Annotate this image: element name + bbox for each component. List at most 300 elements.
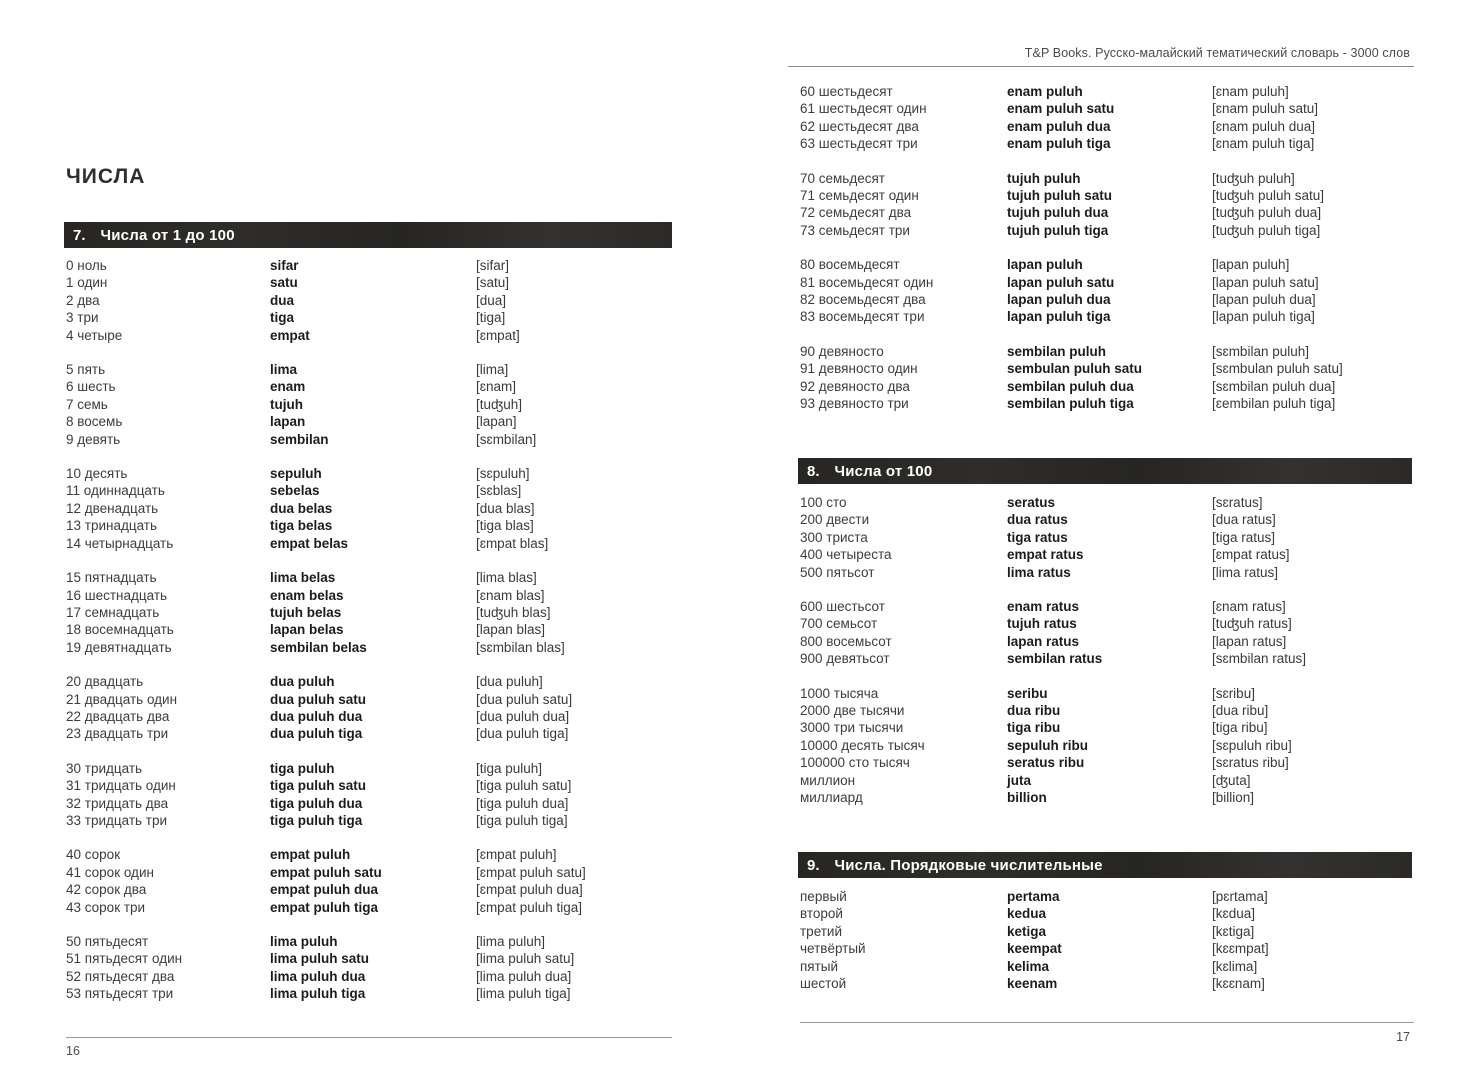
entry-malay: dua puluh satu bbox=[270, 691, 366, 707]
entry-malay: lapan bbox=[270, 414, 306, 430]
entry-malay: dua belas bbox=[270, 500, 333, 516]
entry-phonetic: [ɛnam puluh] bbox=[1212, 84, 1289, 99]
entry-row bbox=[66, 864, 672, 881]
entry-russian: 33 тридцать три bbox=[66, 812, 168, 828]
entry-malay: sembilan puluh tiga bbox=[1007, 396, 1134, 412]
entry-malay: lapan puluh tiga bbox=[1007, 309, 1111, 325]
entry-row bbox=[66, 777, 672, 794]
entry-russian: 900 девятьсот bbox=[800, 651, 890, 667]
entry-phonetic: [tiga] bbox=[476, 310, 506, 326]
entry-malay: tujuh ratus bbox=[1007, 616, 1077, 632]
entry-russian: 21 двадцать один bbox=[66, 691, 178, 707]
entry-malay: lapan belas bbox=[270, 622, 344, 638]
entry-malay: dua puluh dua bbox=[270, 708, 363, 724]
entry-russian: 17 семнадцать bbox=[66, 604, 160, 620]
entry-russian: 13 тринадцать bbox=[66, 518, 157, 534]
entry-malay: lima puluh dua bbox=[270, 968, 366, 984]
entry-row bbox=[66, 968, 672, 985]
section-number: 8. bbox=[807, 462, 820, 480]
entry-russian: третий bbox=[800, 923, 843, 939]
entry-malay: enam puluh dua bbox=[1007, 118, 1111, 134]
section-7-header bbox=[64, 222, 672, 248]
entry-russian: 0 ноль bbox=[66, 258, 107, 273]
entry-malay: lima belas bbox=[270, 570, 336, 586]
entry-phonetic: [lima blas] bbox=[476, 570, 537, 586]
page-number: 17 bbox=[1396, 1030, 1410, 1044]
entry-phonetic: [lapan puluh satu] bbox=[1212, 274, 1319, 290]
entry-group bbox=[66, 673, 672, 743]
entry-phonetic: [pɛrtama] bbox=[1212, 889, 1268, 904]
footer-divider bbox=[800, 1022, 1414, 1023]
entry-row bbox=[66, 812, 672, 829]
entry-phonetic: [sɛpuluh ribu] bbox=[1212, 737, 1292, 753]
entry-phonetic: [sifar] bbox=[476, 258, 510, 273]
entry-russian: 200 двести bbox=[800, 512, 870, 528]
entry-russian: 82 восемьдесят два bbox=[800, 292, 926, 308]
entry-malay: tujuh puluh tiga bbox=[1007, 222, 1109, 238]
entry-russian: шестой bbox=[800, 976, 847, 992]
entry-row bbox=[66, 482, 672, 499]
entry-malay: empat ratus bbox=[1007, 547, 1084, 563]
entry-row bbox=[800, 204, 1412, 221]
entry-phonetic: [kɛɛmpat] bbox=[1212, 941, 1269, 957]
entry-phonetic: [tiga puluh] bbox=[476, 760, 543, 776]
entry-malay: sifar bbox=[270, 258, 299, 273]
entry-malay: kedua bbox=[1007, 906, 1047, 922]
entry-malay: lima puluh tiga bbox=[270, 986, 366, 1002]
entry-row bbox=[800, 135, 1412, 152]
entry-row bbox=[66, 413, 672, 430]
entry-russian: 600 шестьсот bbox=[800, 599, 885, 615]
entry-phonetic: [lapan ratus] bbox=[1212, 633, 1287, 649]
entry-malay: sepuluh ribu bbox=[1007, 737, 1088, 753]
entry-phonetic: [sɛmbulan puluh satu] bbox=[1212, 361, 1343, 377]
entry-list-60-93 bbox=[800, 83, 1412, 430]
entry-russian: 60 шестьдесят bbox=[800, 84, 893, 99]
entry-phonetic: [sɛmbilan ratus] bbox=[1212, 651, 1306, 667]
entry-row bbox=[800, 633, 1412, 650]
entry-russian: 7 семь bbox=[66, 396, 108, 412]
entry-malay: sembilan ratus bbox=[1007, 651, 1103, 667]
entry-russian: 15 пятнадцать bbox=[66, 570, 157, 586]
entry-phonetic: [tuʤuh blas] bbox=[476, 604, 551, 620]
entry-russian: 300 триста bbox=[800, 529, 868, 545]
running-header: T&P Books. Русско-малайский тематический словарь - 3000 слов bbox=[1024, 46, 1410, 60]
entry-phonetic: [lima puluh dua] bbox=[476, 968, 572, 984]
entry-phonetic: [sɛribu] bbox=[1212, 685, 1255, 701]
entry-russian: 800 восемьсот bbox=[800, 633, 892, 649]
entry-row bbox=[66, 639, 672, 656]
entry-russian: 2000 две тысячи bbox=[800, 703, 905, 719]
entry-malay: seribu bbox=[1007, 685, 1048, 701]
entry-group bbox=[800, 256, 1412, 326]
entry-row bbox=[800, 564, 1412, 581]
entry-malay: lima ratus bbox=[1007, 564, 1071, 580]
entry-russian: 52 пятьдесят два bbox=[66, 968, 175, 984]
entry-phonetic: [tuʤuh puluh tiga] bbox=[1212, 222, 1321, 238]
entry-row bbox=[66, 569, 672, 586]
entry-malay: tiga puluh satu bbox=[270, 778, 366, 794]
entry-row bbox=[800, 187, 1412, 204]
entry-phonetic: [dua puluh satu] bbox=[476, 691, 573, 707]
entry-row bbox=[800, 719, 1412, 736]
entry-malay: satu bbox=[270, 275, 298, 291]
entry-row bbox=[66, 292, 672, 309]
entry-phonetic: [tuʤuh] bbox=[476, 396, 523, 412]
entry-row bbox=[800, 923, 1412, 940]
entry-malay: lima bbox=[270, 362, 298, 378]
entry-phonetic: [tiga ribu] bbox=[1212, 720, 1268, 736]
entry-russian: 4 четыре bbox=[66, 327, 123, 343]
entry-russian: 81 восемьдесят один bbox=[800, 274, 934, 290]
entry-row bbox=[800, 685, 1412, 702]
entry-phonetic: [sɛratus ribu] bbox=[1212, 755, 1289, 771]
entry-russian: 53 пятьдесят три bbox=[66, 986, 174, 1002]
entry-row bbox=[800, 754, 1412, 771]
entry-phonetic: [ɛnam puluh dua] bbox=[1212, 118, 1316, 134]
entry-malay: seratus bbox=[1007, 495, 1056, 510]
entry-phonetic: [billion] bbox=[1212, 790, 1255, 806]
entry-group bbox=[800, 888, 1412, 992]
entry-russian: 80 восемьдесят bbox=[800, 257, 900, 273]
entry-phonetic: [lapan puluh dua] bbox=[1212, 292, 1316, 308]
entry-phonetic: [sɛblas] bbox=[476, 483, 522, 499]
entry-malay: tujuh puluh bbox=[1007, 170, 1081, 186]
entry-group bbox=[66, 569, 672, 656]
entry-row bbox=[800, 274, 1412, 291]
entry-group bbox=[66, 760, 672, 830]
entry-russian: 9 девять bbox=[66, 431, 121, 447]
entry-russian: 50 пятьдесят bbox=[66, 934, 149, 949]
entry-row bbox=[800, 83, 1412, 100]
entry-phonetic: [sɛmbilan puluh dua] bbox=[1212, 378, 1336, 394]
entry-russian: 70 семьдесят bbox=[800, 170, 885, 186]
entry-phonetic: [lima puluh tiga] bbox=[476, 986, 571, 1002]
entry-malay: lima puluh bbox=[270, 934, 338, 949]
entry-russian: 2 два bbox=[66, 292, 100, 308]
entry-phonetic: [sɛmbilan puluh] bbox=[1212, 343, 1309, 359]
entry-russian: 11 одиннадцать bbox=[66, 483, 165, 499]
entry-row bbox=[800, 772, 1412, 789]
entry-malay: lapan puluh bbox=[1007, 257, 1083, 273]
entry-row bbox=[66, 673, 672, 690]
entry-phonetic: [kɛdua] bbox=[1212, 906, 1255, 922]
entry-phonetic: [ɛnam puluh tiga] bbox=[1212, 136, 1315, 152]
entry-malay: empat bbox=[270, 327, 310, 343]
entry-russian: 500 пятьсот bbox=[800, 564, 875, 580]
entry-phonetic: [lima puluh satu] bbox=[476, 951, 575, 967]
entry-malay: tujuh belas bbox=[270, 604, 342, 620]
entry-phonetic: [tiga ratus] bbox=[1212, 529, 1276, 545]
entry-row bbox=[800, 222, 1412, 239]
entry-russian: 30 тридцать bbox=[66, 760, 143, 776]
entry-malay: keenam bbox=[1007, 976, 1058, 992]
entry-row bbox=[800, 291, 1412, 308]
entry-malay: lapan ratus bbox=[1007, 633, 1080, 649]
entry-russian: 91 девяносто один bbox=[800, 361, 918, 377]
entry-phonetic: [lapan blas] bbox=[476, 622, 546, 638]
entry-malay: tiga ribu bbox=[1007, 720, 1061, 736]
entry-row bbox=[66, 327, 672, 344]
entry-row bbox=[800, 395, 1412, 412]
entry-malay: dua puluh bbox=[270, 674, 335, 690]
entry-list-100-plus bbox=[800, 494, 1412, 824]
entry-row bbox=[800, 905, 1412, 922]
entry-russian: 100 сто bbox=[800, 495, 847, 510]
entry-russian: 83 восемьдесят три bbox=[800, 309, 925, 325]
entry-russian: 23 двадцать три bbox=[66, 726, 169, 742]
entry-malay: enam bbox=[270, 379, 306, 395]
footer-divider bbox=[66, 1037, 672, 1038]
entry-russian: 12 двенадцать bbox=[66, 500, 159, 516]
entry-row bbox=[66, 257, 672, 274]
entry-russian: второй bbox=[800, 906, 843, 922]
section-number: 7. bbox=[73, 226, 86, 244]
page-number: 16 bbox=[66, 1044, 80, 1058]
section-title: Числа от 1 до 100 bbox=[100, 226, 235, 244]
entry-row bbox=[800, 170, 1412, 187]
entry-phonetic: [ɛmpat ratus] bbox=[1212, 547, 1290, 563]
entry-phonetic: [dua ratus] bbox=[1212, 512, 1276, 528]
entry-group bbox=[66, 257, 672, 344]
entry-group bbox=[800, 598, 1412, 668]
entry-phonetic: [ɛnam blas] bbox=[476, 587, 545, 603]
entry-malay: sebelas bbox=[270, 483, 320, 499]
entry-malay: dua bbox=[270, 292, 295, 308]
entry-russian: 61 шестьдесят один bbox=[800, 101, 927, 117]
entry-malay: tiga puluh dua bbox=[270, 795, 363, 811]
entry-phonetic: [dua ribu] bbox=[1212, 703, 1269, 719]
entry-russian: 100000 сто тысяч bbox=[800, 755, 910, 771]
entry-russian: 92 девяносто два bbox=[800, 378, 910, 394]
entry-phonetic: [ɛnam ratus] bbox=[1212, 599, 1286, 615]
entry-russian: миллиард bbox=[800, 790, 863, 806]
entry-row bbox=[800, 256, 1412, 273]
entry-malay: tujuh bbox=[270, 396, 303, 412]
entry-phonetic: [kɛɛnam] bbox=[1212, 976, 1265, 992]
entry-row bbox=[800, 343, 1412, 360]
entry-phonetic: [sɛpuluh] bbox=[476, 466, 530, 482]
entry-phonetic: [tuʤuh puluh satu] bbox=[1212, 188, 1325, 204]
entry-phonetic: [tiga puluh satu] bbox=[476, 778, 572, 794]
entry-russian: 93 девяносто три bbox=[800, 396, 909, 412]
entry-malay: kelima bbox=[1007, 958, 1050, 974]
entry-malay: enam puluh bbox=[1007, 84, 1083, 99]
entry-phonetic: [dua puluh dua] bbox=[476, 708, 570, 724]
entry-malay: dua ribu bbox=[1007, 703, 1061, 719]
entry-russian: 10000 десять тысяч bbox=[800, 737, 925, 753]
entry-group bbox=[800, 685, 1412, 807]
entry-row bbox=[800, 378, 1412, 395]
entry-malay: tujuh puluh dua bbox=[1007, 205, 1109, 221]
entry-russian: 8 восемь bbox=[66, 414, 123, 430]
entry-malay: billion bbox=[1007, 790, 1047, 806]
entry-group bbox=[800, 343, 1412, 413]
entry-row bbox=[800, 940, 1412, 957]
entry-row bbox=[800, 511, 1412, 528]
entry-phonetic: [tiga puluh dua] bbox=[476, 795, 569, 811]
entry-row bbox=[66, 985, 672, 1002]
entry-row bbox=[66, 899, 672, 916]
entry-russian: 42 сорок два bbox=[66, 882, 147, 898]
entry-row bbox=[66, 795, 672, 812]
entry-group bbox=[800, 494, 1412, 581]
entry-row bbox=[66, 274, 672, 291]
entry-malay: pertama bbox=[1007, 889, 1060, 904]
entry-phonetic: [ɛmpat puluh dua] bbox=[476, 882, 583, 898]
entry-malay: sembilan puluh bbox=[1007, 343, 1107, 359]
entry-phonetic: [ɛmpat puluh satu] bbox=[476, 864, 586, 880]
entry-row bbox=[800, 598, 1412, 615]
entry-phonetic: [kɛtiga] bbox=[1212, 923, 1255, 939]
entry-phonetic: [lima ratus] bbox=[1212, 564, 1279, 580]
entry-row bbox=[800, 546, 1412, 563]
entry-row bbox=[66, 933, 672, 950]
entry-list-ordinals bbox=[800, 888, 1412, 1009]
entry-phonetic: [dua] bbox=[476, 292, 507, 308]
entry-russian: 14 четырнадцать bbox=[66, 535, 174, 551]
chapter-title: ЧИСЛА bbox=[66, 165, 146, 188]
entry-row bbox=[800, 100, 1412, 117]
entry-row bbox=[66, 760, 672, 777]
entry-phonetic: [ɛnam puluh satu] bbox=[1212, 101, 1319, 117]
entry-malay: lapan puluh dua bbox=[1007, 292, 1111, 308]
entry-russian: 41 сорок один bbox=[66, 864, 154, 880]
entry-phonetic: [tuʤuh puluh dua] bbox=[1212, 205, 1322, 221]
entry-malay: tiga ratus bbox=[1007, 529, 1068, 545]
entry-russian: 3 три bbox=[66, 310, 99, 326]
book-page-left bbox=[66, 0, 672, 1080]
book-page-right bbox=[800, 0, 1412, 1080]
entry-row bbox=[66, 309, 672, 326]
entry-malay: lapan puluh satu bbox=[1007, 274, 1115, 290]
entry-russian: 63 шестьдесят три bbox=[800, 136, 918, 152]
entry-russian: 5 пять bbox=[66, 362, 106, 378]
entry-russian: 10 десять bbox=[66, 466, 128, 482]
entry-russian: 16 шестнадцать bbox=[66, 587, 168, 603]
entry-russian: 22 двадцать два bbox=[66, 708, 170, 724]
entry-malay: tiga belas bbox=[270, 518, 333, 534]
entry-russian: 6 шесть bbox=[66, 379, 116, 395]
entry-russian: 40 сорок bbox=[66, 847, 121, 863]
entry-row bbox=[66, 378, 672, 395]
entry-malay: enam puluh satu bbox=[1007, 101, 1115, 117]
entry-row bbox=[66, 517, 672, 534]
entry-row bbox=[66, 950, 672, 967]
entry-phonetic: [tuʤuh ratus] bbox=[1212, 616, 1292, 632]
entry-russian: миллион bbox=[800, 772, 856, 788]
entry-russian: четвёртый bbox=[800, 941, 866, 957]
entry-phonetic: [dua puluh tiga] bbox=[476, 726, 569, 742]
entry-malay: tiga bbox=[270, 310, 295, 326]
entry-phonetic: [dua puluh] bbox=[476, 674, 543, 690]
entry-russian: 3000 три тысячи bbox=[800, 720, 904, 736]
entry-malay: enam ratus bbox=[1007, 599, 1080, 615]
entry-phonetic: [tuʤuh puluh] bbox=[1212, 170, 1295, 186]
entry-list-1-53 bbox=[66, 257, 672, 1020]
entry-row bbox=[66, 431, 672, 448]
entry-russian: 1000 тысяча bbox=[800, 685, 879, 701]
entry-group bbox=[66, 933, 672, 1003]
entry-row bbox=[800, 308, 1412, 325]
entry-row bbox=[66, 361, 672, 378]
entry-phonetic: [sɛratus] bbox=[1212, 495, 1263, 510]
entry-row bbox=[66, 881, 672, 898]
entry-russian: 31 тридцать один bbox=[66, 778, 176, 794]
entry-malay: keempat bbox=[1007, 941, 1062, 957]
entry-russian: 72 семьдесят два bbox=[800, 205, 912, 221]
entry-phonetic: [lapan] bbox=[476, 414, 517, 430]
section-8-header bbox=[798, 458, 1412, 484]
entry-malay: sembilan puluh dua bbox=[1007, 378, 1134, 394]
entry-russian: 71 семьдесят один bbox=[800, 188, 919, 204]
section-title: Числа. Порядковые числительные bbox=[834, 856, 1103, 874]
entry-row bbox=[66, 604, 672, 621]
entry-row bbox=[800, 118, 1412, 135]
entry-russian: первый bbox=[800, 889, 847, 904]
entry-phonetic: [lima puluh] bbox=[476, 934, 546, 949]
entry-row bbox=[66, 396, 672, 413]
entry-phonetic: [sɛmbilan blas] bbox=[476, 639, 565, 655]
entry-russian: 700 семьсот bbox=[800, 616, 878, 632]
entry-row bbox=[66, 708, 672, 725]
entry-row bbox=[800, 975, 1412, 992]
entry-row bbox=[800, 789, 1412, 806]
entry-russian: пятый bbox=[800, 958, 839, 974]
entry-row bbox=[66, 535, 672, 552]
entry-row bbox=[800, 529, 1412, 546]
entry-malay: empat puluh bbox=[270, 847, 351, 863]
entry-row bbox=[800, 958, 1412, 975]
entry-phonetic: [ɛmpat puluh tiga] bbox=[476, 899, 583, 915]
entry-row bbox=[66, 846, 672, 863]
entry-phonetic: [tiga blas] bbox=[476, 518, 534, 534]
entry-russian: 90 девяносто bbox=[800, 343, 884, 359]
entry-russian: 73 семьдесят три bbox=[800, 222, 910, 238]
entry-malay: sembilan belas bbox=[270, 639, 367, 655]
entry-malay: dua ratus bbox=[1007, 512, 1068, 528]
entry-phonetic: [ɛmpat] bbox=[476, 327, 520, 343]
entry-russian: 18 восемнадцать bbox=[66, 622, 174, 638]
entry-row bbox=[800, 702, 1412, 719]
entry-malay: tiga puluh bbox=[270, 760, 335, 776]
entry-russian: 400 четыреста bbox=[800, 547, 892, 563]
entry-group bbox=[800, 170, 1412, 240]
entry-row bbox=[800, 888, 1412, 905]
entry-row bbox=[66, 621, 672, 638]
entry-row bbox=[800, 360, 1412, 377]
section-number: 9. bbox=[807, 856, 820, 874]
entry-phonetic: [dua blas] bbox=[476, 500, 535, 516]
entry-malay: sembilan bbox=[270, 431, 329, 447]
entry-russian: 19 девятнадцать bbox=[66, 639, 172, 655]
entry-malay: empat puluh tiga bbox=[270, 899, 378, 915]
entry-malay: sembulan puluh satu bbox=[1007, 361, 1143, 377]
section-title: Числа от 100 bbox=[834, 462, 933, 480]
entry-malay: empat puluh dua bbox=[270, 882, 378, 898]
entry-row bbox=[800, 494, 1412, 511]
entry-malay: seratus ribu bbox=[1007, 755, 1085, 771]
entry-malay: juta bbox=[1007, 772, 1032, 788]
entry-malay: tiga puluh tiga bbox=[270, 812, 363, 828]
entry-malay: empat puluh satu bbox=[270, 864, 382, 880]
entry-russian: 32 тридцать два bbox=[66, 795, 169, 811]
header-divider bbox=[788, 66, 1414, 67]
entry-phonetic: [ɛembilan puluh tiga] bbox=[1212, 396, 1336, 412]
entry-row bbox=[66, 691, 672, 708]
entry-phonetic: [lapan puluh tiga] bbox=[1212, 309, 1315, 325]
entry-phonetic: [ɛnam] bbox=[476, 379, 516, 395]
